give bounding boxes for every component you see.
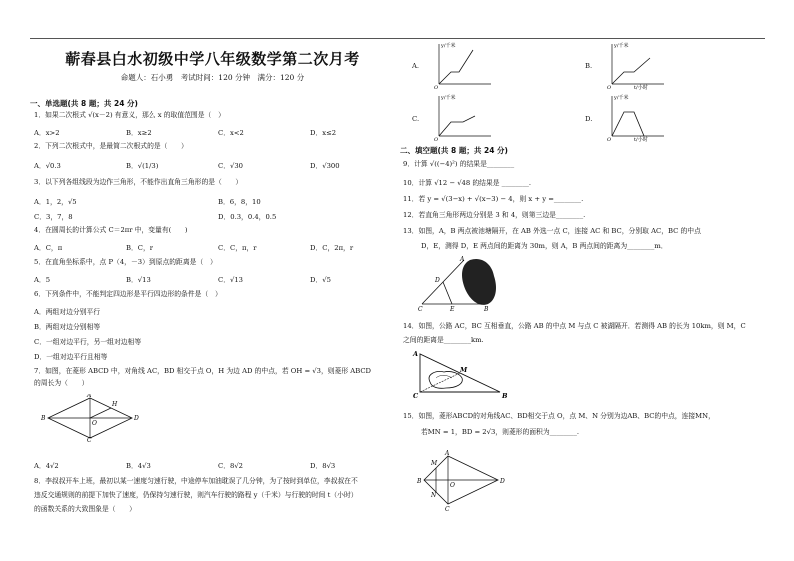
graph-a-curve [439, 50, 473, 84]
graph-d-label: D. [585, 115, 593, 123]
graph-d-ylabel: y/千米 [614, 95, 629, 101]
q7-option-b: B．4√3 [126, 462, 151, 470]
fig14-label-c: C [413, 392, 419, 400]
q1-option-a: A．x>2 [34, 129, 60, 137]
graph-b-origin: O [607, 85, 612, 90]
q7-stem-cont: 的周长为（ ） [34, 379, 89, 387]
fig15-label-c: C [445, 506, 450, 512]
q5-option-d: D．√5 [310, 276, 331, 284]
section2-title: 二、填空题(共 8 题；共 24 分) [400, 146, 508, 155]
q8-stem-end: 的函数关系的大致图象是（ ） [34, 505, 136, 513]
fig15-label-m: M [431, 460, 438, 467]
q2-option-c: C．√30 [218, 162, 243, 170]
graph-d-xlabel: t/小时 [634, 137, 648, 142]
graph-a-label: A. [412, 62, 420, 70]
fig14-label-m: M [460, 366, 468, 374]
graph-b-curve [612, 58, 650, 84]
q8-stem-cont: 违反交通规则的前提下加快了速度，仍保持匀速行驶，则汽车行驶的路程 y（千米）与行驶的时间 t（小时） [34, 491, 358, 499]
graph-b [598, 40, 668, 90]
q9-stem: 9．计算 √((−4)²) 的结果是________ [403, 160, 515, 168]
q7-stem: 7．如图，在菱形 ABCD 中，对角线 AC，BD 相交于点 O，H 为边 AD 的中点，若 OH = √3，则菱形 ABCD [34, 367, 371, 375]
fig15-label-o: O [450, 482, 455, 489]
q6-option-a: A．两组对边分别平行 [34, 308, 101, 316]
graph-c-curve [439, 116, 475, 136]
q4-option-a: A．C，π [34, 244, 63, 252]
q3-stem: 3．以下列各组线段为边作三角形，不能作出直角三角形的是（ ） [34, 178, 243, 186]
q4-stem: 4．在圆周长的计算公式 C＝2πr 中，变量有( ) [34, 226, 188, 234]
q1-option-b: B．x≥2 [126, 129, 152, 137]
q13-stem: 13．如图，A，B 两点被池塘隔开，在 AB 外选一点 C，连接 AC 和 BC，分别取 AC，BC 的中点 [403, 227, 701, 235]
q4-option-d: D．C，2π，r [310, 244, 354, 252]
q2-option-a: A．√0.3 [34, 162, 61, 170]
fig7-label-a: A [87, 394, 92, 399]
fig7-rhombus [40, 394, 140, 442]
q5-option-a: A．5 [34, 276, 51, 284]
q3-option-d: D．0.3，0.4，0.5 [218, 213, 277, 221]
fig14-label-a: A [413, 350, 419, 358]
fig13-pond-shape [462, 259, 496, 305]
q4-option-c: C．C，π，r [218, 244, 257, 252]
q2-option-b: B．√(1/3) [126, 162, 159, 170]
exam-title: 蕲春县白水初级中学八年级数学第二次月考 [65, 50, 360, 68]
graph-c-ylabel: y/千米 [441, 95, 456, 101]
fig14-roads [412, 348, 512, 400]
q12-stem: 12．若直角三角形两边分别是 3 和 4，则第三边是________. [403, 211, 586, 219]
q7-option-d: D．8√3 [310, 462, 336, 470]
fig7-segment-oh [90, 408, 111, 418]
fig7-label-c: C [87, 437, 92, 442]
graph-b-ylabel: y/千米 [614, 43, 629, 49]
fig13-label-a: A [460, 256, 465, 263]
fig7-label-h: H [112, 401, 118, 408]
fig7-label-b: B [41, 415, 46, 422]
q5-option-b: B．√13 [126, 276, 151, 284]
graph-c [425, 92, 495, 142]
q6-option-d: D．一组对边平行且相等 [34, 353, 108, 361]
fig14-label-b: B [502, 392, 508, 400]
q3-option-a: A．1，2，√5 [34, 198, 77, 206]
graph-d-curve [612, 112, 644, 136]
fig7-label-o: O [92, 420, 97, 427]
fig15-label-a: A [445, 450, 450, 457]
fig13-label-e: E [450, 306, 455, 313]
fig7-label-d: D [134, 415, 139, 422]
fig13-line-de [443, 282, 452, 304]
q6-option-c: C．一组对边平行，另一组对边相等 [34, 338, 142, 346]
fig13-label-c: C [418, 306, 423, 313]
q1-stem: 1．如果二次根式 √(x－2) 有意义，那么 x 的取值范围是（ ） [34, 111, 225, 119]
q4-option-b: B．C，r [126, 244, 154, 252]
fig15-label-b: B [417, 478, 422, 485]
q14-stem-cont: 之间的距离是________km. [403, 336, 484, 344]
fig13-label-d: D [435, 277, 440, 284]
section1-title: 一、单选题(共 8 题；共 24 分) [30, 99, 138, 108]
fig15-rhombus [412, 450, 512, 512]
q3-option-c: C．3，7，8 [34, 213, 73, 221]
top-rule [30, 38, 765, 39]
graph-b-label: B. [585, 62, 593, 70]
q6-option-b: B．两组对边分别相等 [34, 323, 101, 331]
q14-stem: 14．如图，公路 AC，BC 互相垂直，公路 AB 的中点 M 与点 C 被湖隔开．若测得 AB 的长为 10km，则 M，C [403, 322, 746, 330]
graph-a [425, 40, 495, 90]
fig15-label-n: N [431, 492, 437, 499]
q2-stem: 2．下列二次根式中，是最简二次根式的是（ ） [34, 142, 188, 150]
fig13-label-b: B [484, 306, 489, 313]
graph-c-origin: O [434, 137, 439, 142]
q15-stem: 15．如图，菱形ABCD的对角线AC、BD相交于点 O，点 M、N 分别为边AB、BC的中点，连接MN， [403, 412, 715, 420]
q5-stem: 5．在直角坐标系中，点 P（4，－3）到原点的距离是（ ） [34, 258, 217, 266]
q8-stem: 8．李叔叔开车上班，最初以某一速度匀速行驶，中途停车加油耽误了几分钟，为了按时到单位，李叔叔在不 [34, 477, 358, 485]
q7-option-a: A．4√2 [34, 462, 59, 470]
graph-a-origin: O [434, 85, 439, 90]
q2-option-d: D．√300 [310, 162, 340, 170]
graph-a-ylabel: y/千米 [441, 43, 456, 49]
q13-stem-cont: D，E，测得 D，E 两点间的距离为 30m，则 A，B 两点间的距离为________m． [421, 242, 668, 250]
q7-option-c: C．8√2 [218, 462, 243, 470]
fig15-label-d: D [500, 478, 505, 485]
exam-meta: 命题人：石小勇 考试时间：120 分钟 满分：120 分 [120, 73, 305, 82]
q3-option-b: B．6，8，10 [218, 198, 261, 206]
graph-b-xlabel: t/小时 [634, 85, 648, 90]
q1-option-c: C．x<2 [218, 129, 244, 137]
fig13-pond [412, 254, 502, 314]
q10-stem: 10．计算 √12 − √48 的结果是 ________. [403, 179, 532, 187]
graph-d-origin: O [607, 137, 612, 142]
q6-stem: 6．下列条件中，不能判定四边形是平行四边形的条件是（ ） [34, 290, 222, 298]
graph-c-label: C. [412, 115, 420, 123]
q11-stem: 11．若 y = √(3−x) + √(x−3) − 4，则 x + y =________. [403, 195, 584, 203]
q15-stem-cont: 若MN = 1，BD = 2√3，则菱形的面积为________. [421, 428, 580, 436]
q1-option-d: D．x≤2 [310, 129, 337, 137]
graph-d [598, 92, 668, 142]
q5-option-c: C．√13 [218, 276, 243, 284]
